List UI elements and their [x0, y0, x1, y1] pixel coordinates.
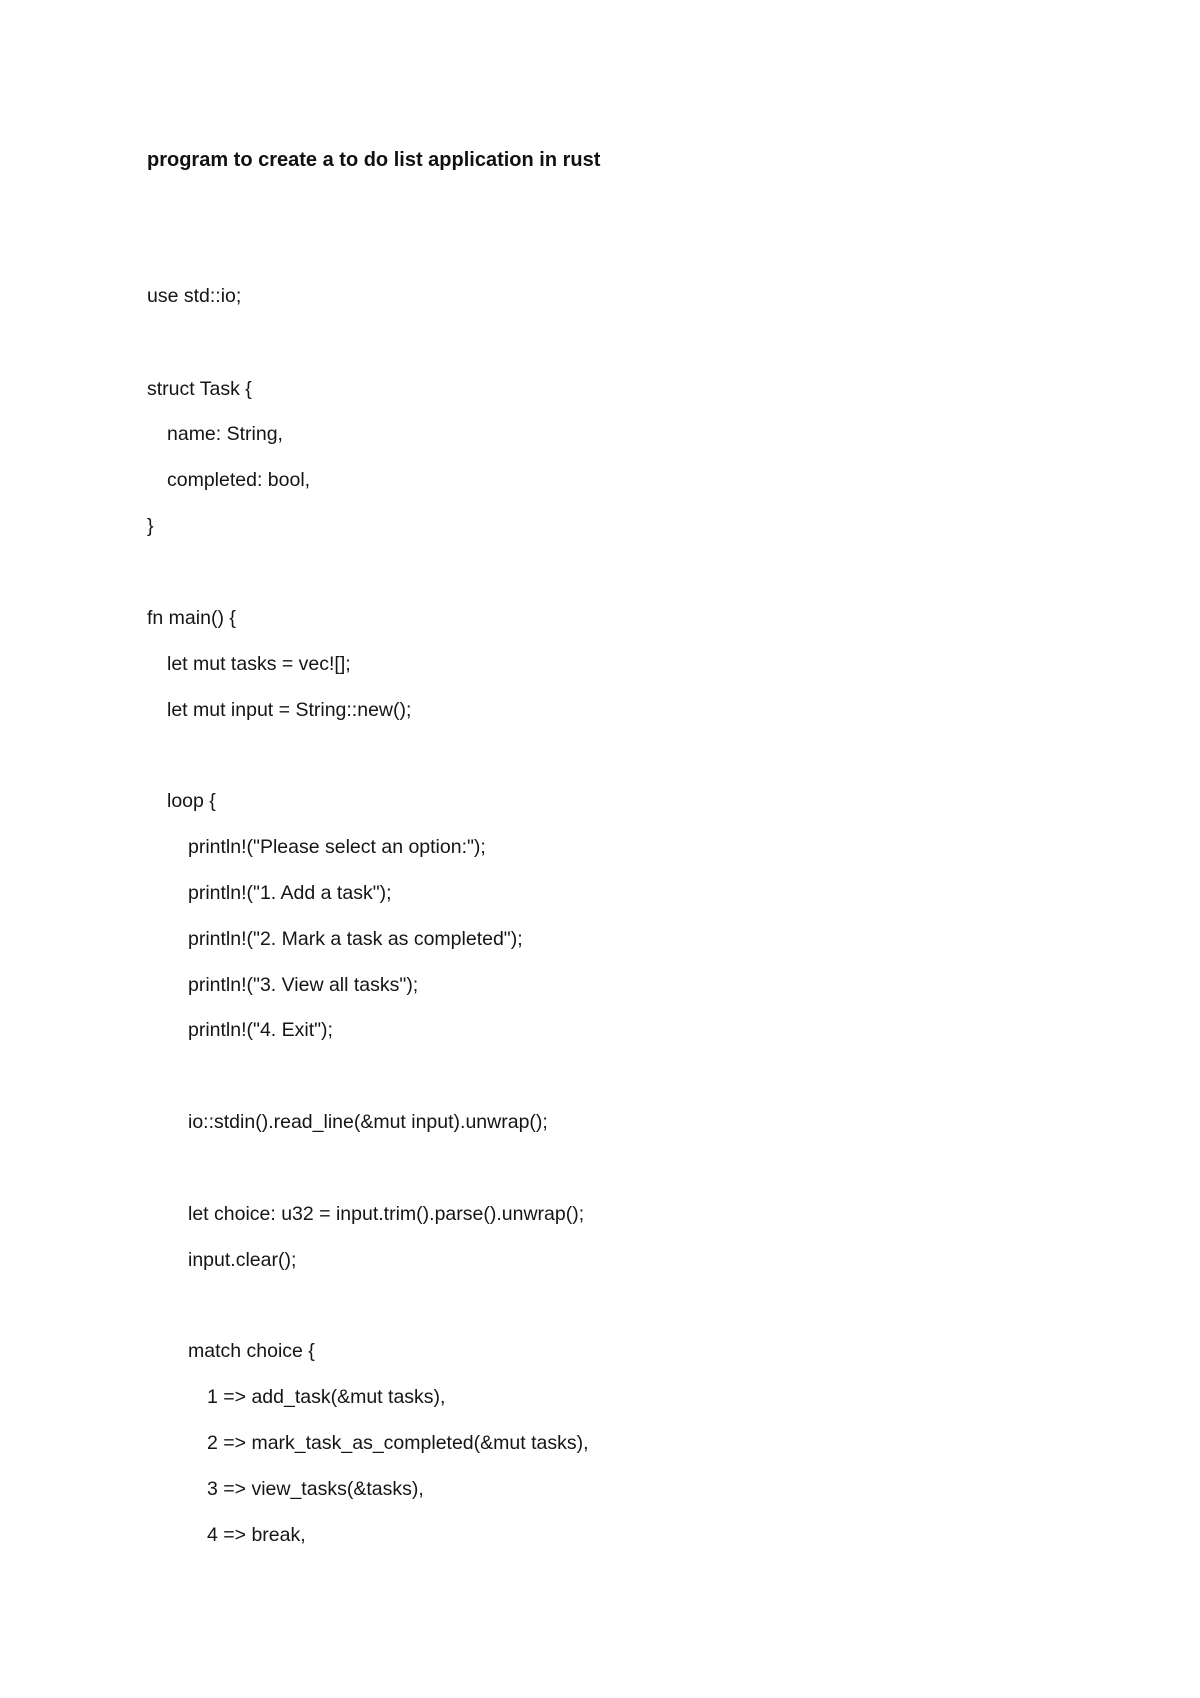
code-line: 1 => add_task(&mut tasks), — [207, 1386, 446, 1408]
code-line: println!("1. Add a task"); — [188, 882, 392, 904]
code-line: loop { — [167, 790, 216, 812]
code-line: let mut tasks = vec![]; — [167, 653, 351, 675]
code-line: io::stdin().read_line(&mut input).unwrap(); — [188, 1111, 548, 1133]
code-line: let mut input = String::new(); — [167, 699, 412, 721]
code-line: use std::io; — [147, 285, 242, 307]
code-line: 3 => view_tasks(&tasks), — [207, 1478, 424, 1500]
document-title: program to create a to do list application in rust — [147, 149, 601, 171]
code-line: let choice: u32 = input.trim().parse().unwrap(); — [188, 1203, 585, 1225]
code-line: struct Task { — [147, 378, 252, 400]
code-line: println!("4. Exit"); — [188, 1019, 333, 1041]
code-line: 2 => mark_task_as_completed(&mut tasks), — [207, 1432, 589, 1454]
code-line: println!("Please select an option:"); — [188, 836, 486, 858]
code-line: } — [147, 515, 154, 537]
code-line: completed: bool, — [167, 469, 311, 491]
code-line: 4 => break, — [207, 1524, 306, 1546]
code-line: match choice { — [188, 1340, 315, 1362]
code-line: input.clear(); — [188, 1249, 297, 1271]
code-line: name: String, — [167, 423, 283, 445]
code-line: println!("3. View all tasks"); — [188, 974, 419, 996]
code-line: fn main() { — [147, 607, 236, 629]
code-line: println!("2. Mark a task as completed"); — [188, 928, 523, 950]
